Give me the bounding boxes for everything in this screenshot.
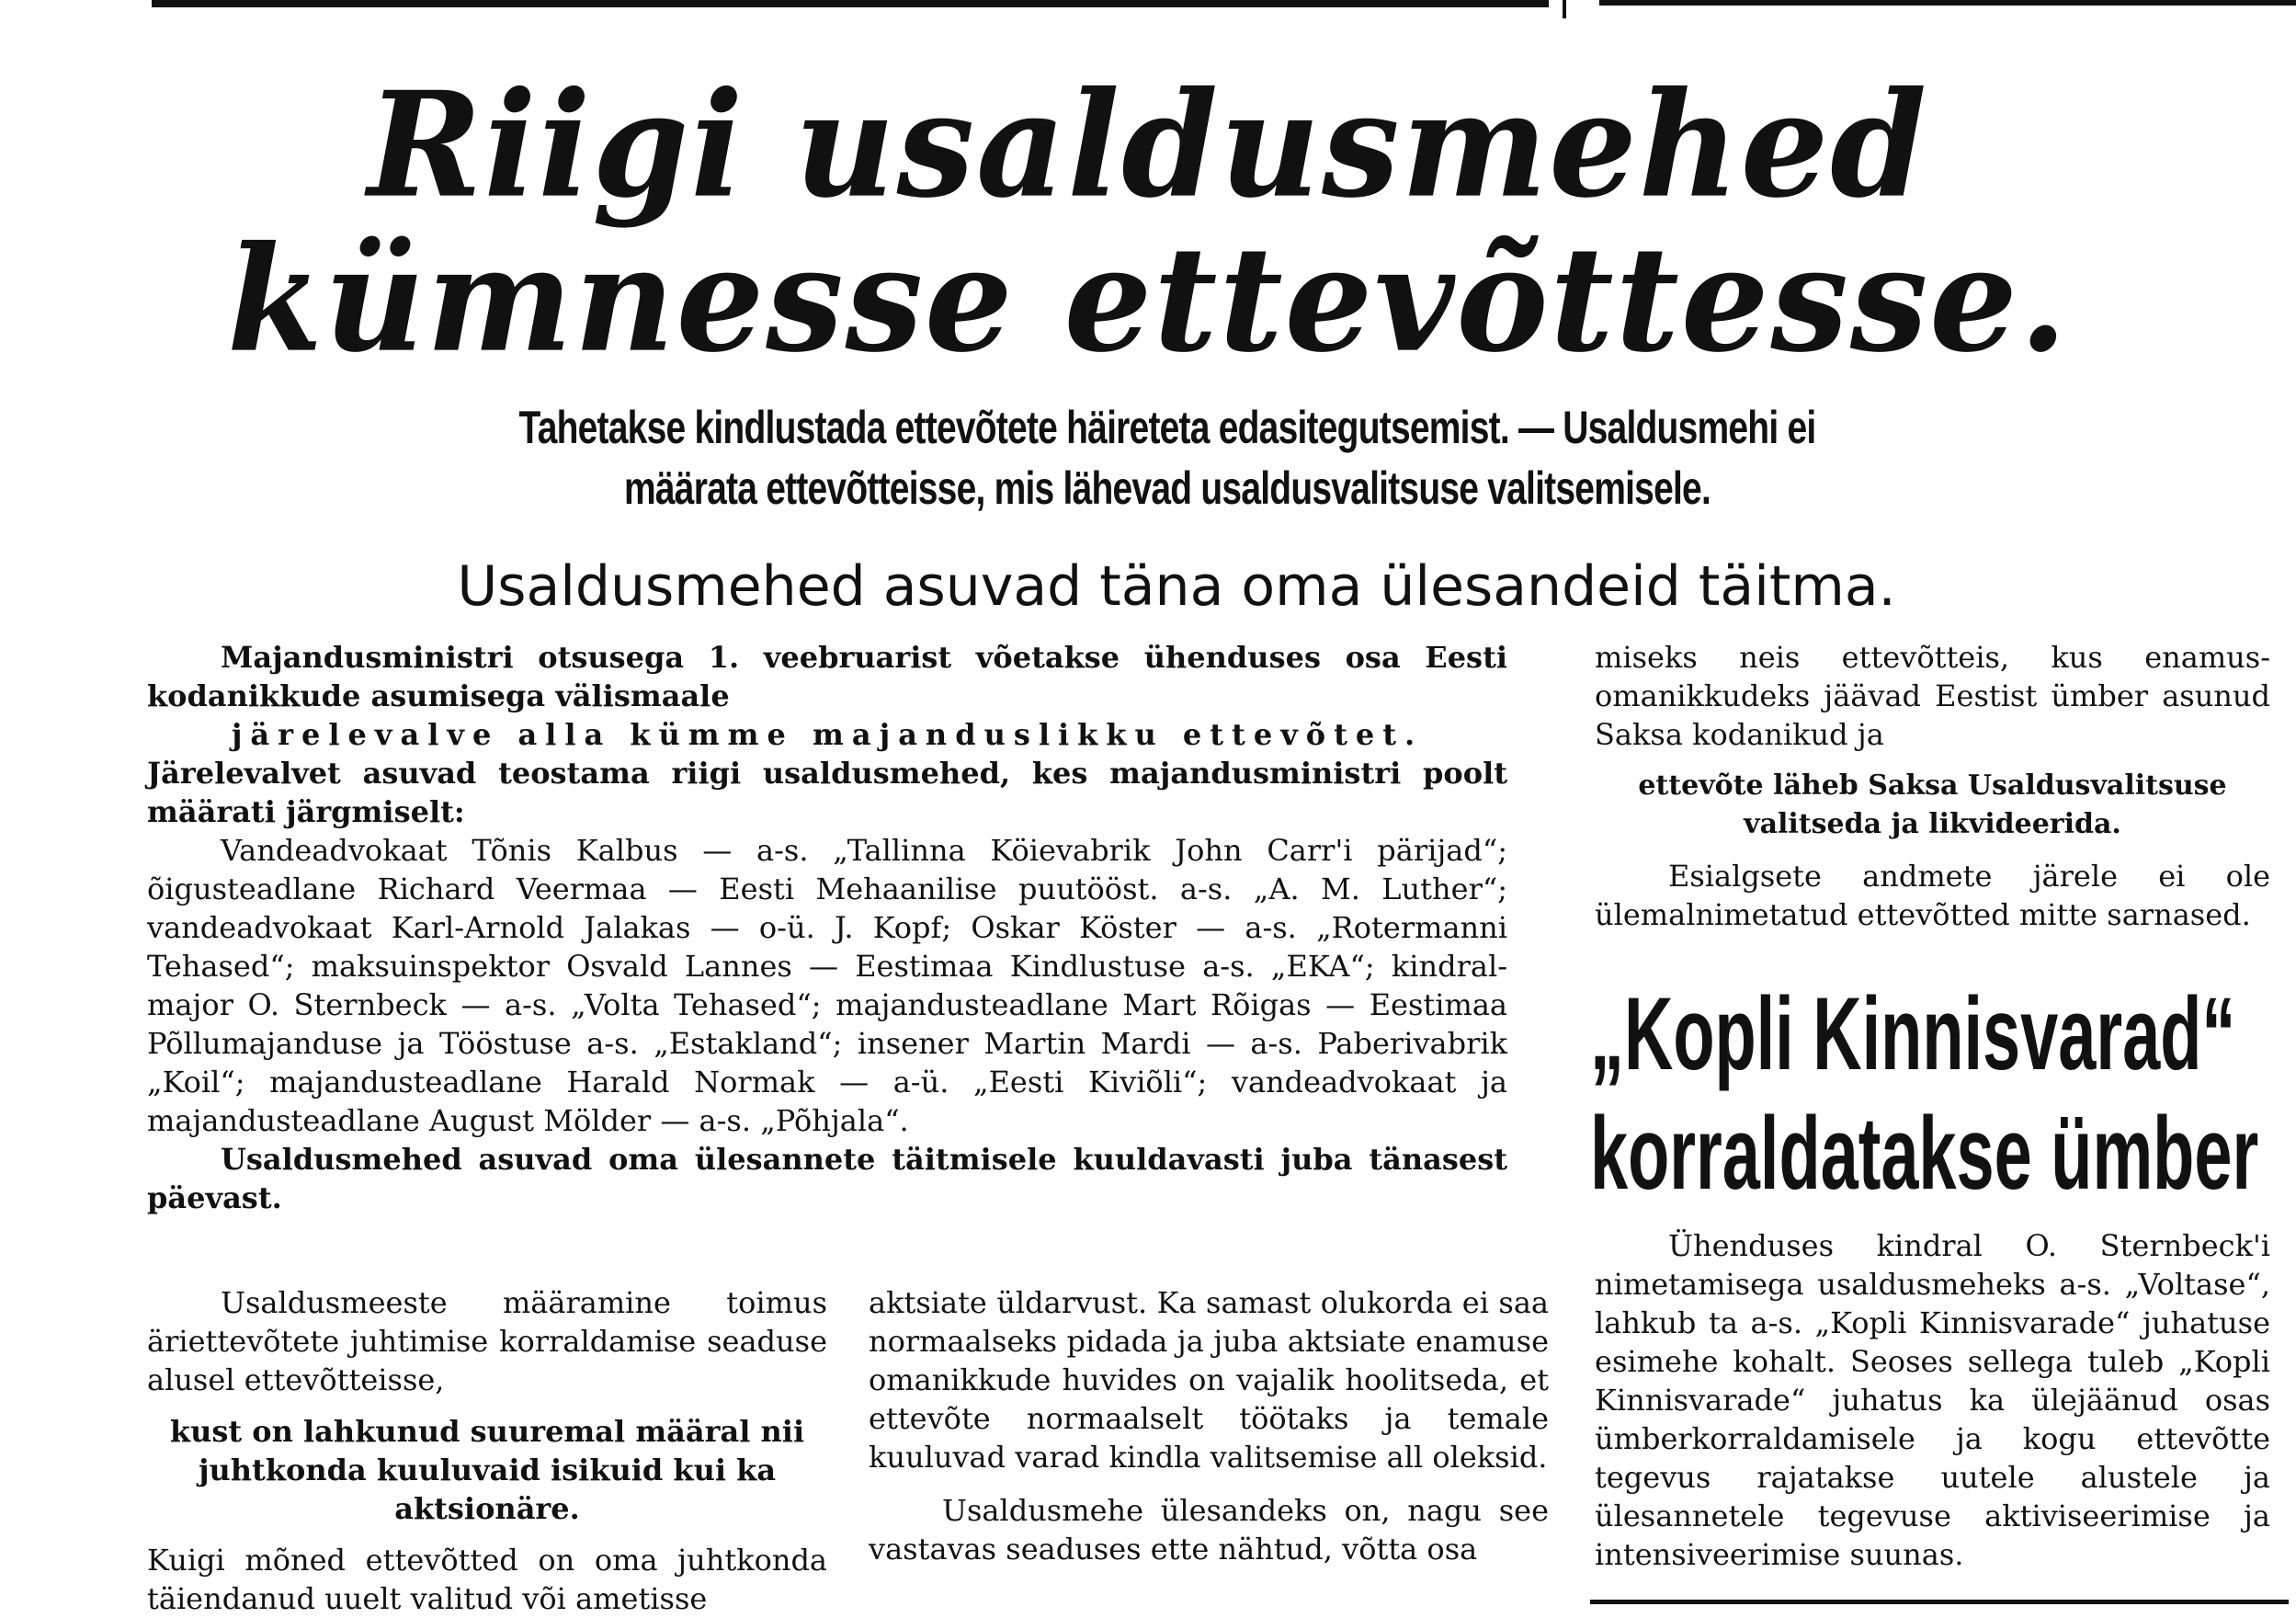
- column-2: [869, 1283, 1549, 1568]
- column-1-paragraph-1: Usaldusmeeste määramine toimus äriettevõtete juhtimise korraldamise seaduse alusel ettevõtteisse,: [147, 1285, 827, 1397]
- right-paragraph-2: Esialgsete andmete järele ei ole ülemalnimetatud ettevõtted mitte sarnased.: [1595, 859, 2270, 932]
- right-column-bottom: [1595, 1226, 2270, 1574]
- column-1: [147, 1283, 827, 1618]
- column-2-paragraph-1: aktsiate üldarvust. Ka samast olukorda ei saa normaalseks pidada ja juba aktsiate enamuse omanikkude huvides on vajalik hoolitseda, et ettevõte normaalselt töötaks ja temale kuuluvad varad kindla valitsemise all oleksid.: [869, 1285, 1549, 1475]
- side-headline-line-2: korraldatakse ümber: [1590, 1096, 2259, 1211]
- lead-paragraph-4: Usaldusmehed asuvad oma ülesannete täitmisele kuuldavasti juba tänasest päevast.: [147, 1142, 1507, 1215]
- side-headline-line-1: „Kopli Kinnisvarad“: [1590, 976, 2236, 1091]
- column-1-paragraph-2: Kuigi mõned ettevõtted on oma juhtkonda täiendanud uuelt valitud või ametisse: [147, 1543, 827, 1616]
- top-rule-right: [1599, 0, 2296, 6]
- deck-line: Usaldusmehed asuvad täna oma ülesandeid täitma.: [457, 554, 1896, 619]
- lead-paragraph-spaced: järelevalve alla kümme majanduslikku ettevõtet.: [231, 717, 1424, 752]
- lead-paragraph-2: Järelevalvet asuvad teostama riigi usaldusmehed, kes majandusministri poolt määrati järgmiselt:: [147, 756, 1507, 829]
- lead-paragraph-3: Vandeadvokaat Tõnis Kalbus — a-s. „Tallinna Köievabrik John Carr'i pärijad“; õigusteadlane Richard Veermaa — Eesti Mehaanilise puutööst. a-s. „A. M. Luther“; vandeadvokaat Karl-Arnold Jalakas — o-ü. J. Kopf; Oskar Köster — a-s. „Rotermanni Tehased“; maksuinspektor Osvald Lannes — Eestimaa Kindlustuse a-s. „EKA“; kindral-major O. Sternbeck — a-s. „Volta Tehased“; majandusteadlane Mart Rõigas — Eestimaa Põllumajanduse ja Tööstuse a-s. „Estakland“; insener Martin Mardi — a-s. Paberivabrik „Koil“; majandusteadlane Harald Normak — a-ü. „Eesti Kiviõli“; vandeadvokaat ja majandusteadlane August Mölder — a-s. „Põhjala“.: [147, 833, 1507, 1138]
- right-bottom-rule: [1590, 1600, 2289, 1604]
- headline-line-1: Riigi usaldusmehed: [367, 60, 1929, 231]
- column-2-paragraph-2: Usaldusmehe ülesandeks on, nagu see vastavas seaduses ette nähtud, võtta osa: [869, 1493, 1549, 1567]
- right-paragraph-1: miseks neis ettevõtteis, kus enamus-omanikkudeks jäävad Eestist ümber asunud Saksa kodanikud ja: [1595, 640, 2270, 752]
- top-rule-tick: [1563, 0, 1566, 18]
- subhead-line-2: määrata ettevõtteisse, mis lähevad usaldusvalitsuse valitsemisele.: [624, 462, 1711, 514]
- top-rule-left: [152, 0, 1549, 7]
- right-paragraph-3: Ühenduses kindral O. Sternbeck'i nimetamisega usaldusmeheks a-s. „Voltase“, lahkub ta a-s. „Kopli Kinnisvarade“ juhatuse esimehe kohalt. Seoses sellega tuleb „Kopli Kinnisvarade“ juhatus ka ülejäänud osas ümberkorraldamisele ja kogu ettevõtte tegevus rajatakse uutele alustele ja ülesannetele tegevuse aktiviseerimise ja intensiveerimise suunas.: [1595, 1228, 2270, 1572]
- lead-article: [147, 638, 1507, 1217]
- headline-line-2: kümnesse ettevõttesse.: [227, 214, 2069, 385]
- right-bold-paragraph: ettevõte läheb Saksa Usaldusvalitsuse valitseda ja likvideerida.: [1638, 769, 2227, 840]
- subhead-line-1: Tahetakse kindlustada ettevõtete häireteta edasitegutsemist. — Usaldusmehi ei: [518, 402, 1816, 453]
- column-1-bold-paragraph: kust on lahkunud suuremal määral nii juhtkonda kuuluvaid isikuid kui ka aktsionäre.: [169, 1414, 805, 1526]
- right-column-top: [1595, 638, 2270, 934]
- lead-paragraph-1: Majandusministri otsusega 1. veebruarist võetakse ühenduses osa Eesti kodanikkude asumisega välismaale: [147, 640, 1507, 713]
